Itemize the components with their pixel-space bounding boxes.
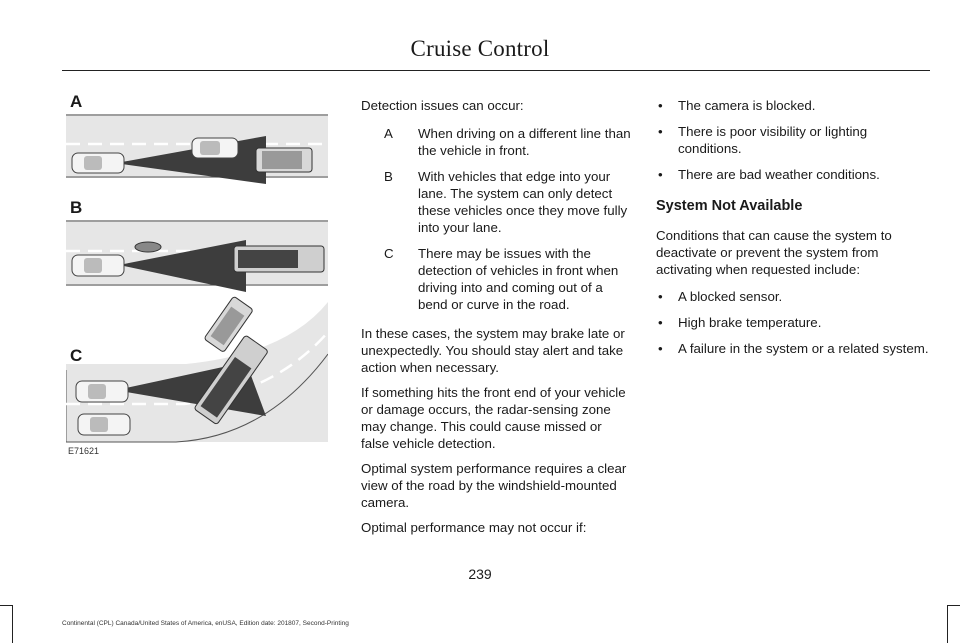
- bullet-item: [656, 340, 932, 357]
- crop-mark-right-h: [947, 605, 960, 606]
- bullet-glyph: •: [658, 289, 663, 304]
- crop-mark-right-v: [947, 605, 948, 643]
- bullet-glyph: •: [658, 341, 663, 356]
- bullet-text: A failure in the system or a related system.: [678, 341, 929, 356]
- bullet-text: There are bad weather conditions.: [678, 167, 880, 182]
- lettered-item: [361, 125, 633, 159]
- bullet-glyph: •: [658, 98, 663, 113]
- panel-a-road: [66, 114, 328, 184]
- bullet-glyph: •: [658, 124, 663, 139]
- crop-mark-left-v: [12, 605, 13, 643]
- figure-label-c: C: [70, 346, 83, 365]
- crop-mark-left-h: [0, 605, 13, 606]
- detection-diagram-svg: [66, 92, 328, 462]
- footer-edition-text: Continental (CPL) Canada/United States of America, enUSA, Edition date: 201807, Second-Printing: [62, 620, 349, 627]
- header-rule: [62, 70, 930, 71]
- item-text: There may be issues with the detection of vehicles in front when driving into and coming out of a bend or curve in the road.: [418, 246, 619, 312]
- item-key: A: [384, 126, 393, 141]
- body-paragraph: If something hits the front end of your vehicle or damage occurs, the radar-sensing zone may change. This could cause missed or false vehicle detection.: [361, 385, 626, 451]
- section-heading: System Not Available: [656, 198, 803, 214]
- body-paragraph: Optimal performance may not occur if:: [361, 520, 587, 535]
- figure-label-b: B: [70, 198, 83, 217]
- bullet-glyph: •: [658, 315, 663, 330]
- page-number: 239: [468, 566, 492, 582]
- body-paragraph: Optimal system performance requires a clear view of the road by the windshield-mounted camera.: [361, 461, 627, 510]
- bullet-item: [656, 97, 932, 114]
- body-paragraph: In these cases, the system may brake late or unexpectedly. You should stay alert and take action when necessary.: [361, 326, 625, 375]
- lettered-item: [361, 245, 633, 313]
- bullet-item: [656, 314, 932, 331]
- bullet-glyph: •: [658, 167, 663, 182]
- figure-code: E71621: [68, 446, 100, 456]
- item-key: B: [384, 169, 393, 184]
- main-column: [361, 97, 633, 544]
- panel-b-road: [66, 220, 328, 292]
- bullet-item: [656, 288, 932, 305]
- item-text: With vehicles that edge into your lane. The system can only detect these vehicles once they move fully into your lane.: [418, 169, 628, 235]
- lettered-item: [361, 168, 633, 236]
- bullet-item: [656, 123, 932, 157]
- page-title: Cruise Control: [410, 36, 550, 61]
- bullet-text: There is poor visibility or lighting conditions.: [678, 124, 868, 156]
- bullet-text: The camera is blocked.: [678, 98, 816, 113]
- bullet-item: [656, 166, 932, 183]
- body-paragraph: Conditions that can cause the system to deactivate or prevent the system from activating when requested include:: [656, 228, 892, 277]
- item-key: C: [384, 246, 394, 261]
- detection-illustration: [66, 92, 328, 462]
- bullet-text: High brake temperature.: [678, 315, 822, 330]
- right-column: [656, 97, 932, 366]
- panel-c-road: [66, 296, 328, 442]
- figure-label-a: A: [70, 92, 83, 111]
- intro-text: Detection issues can occur:: [361, 98, 524, 113]
- item-text: When driving on a different line than the vehicle in front.: [418, 126, 631, 158]
- bullet-text: A blocked sensor.: [678, 289, 783, 304]
